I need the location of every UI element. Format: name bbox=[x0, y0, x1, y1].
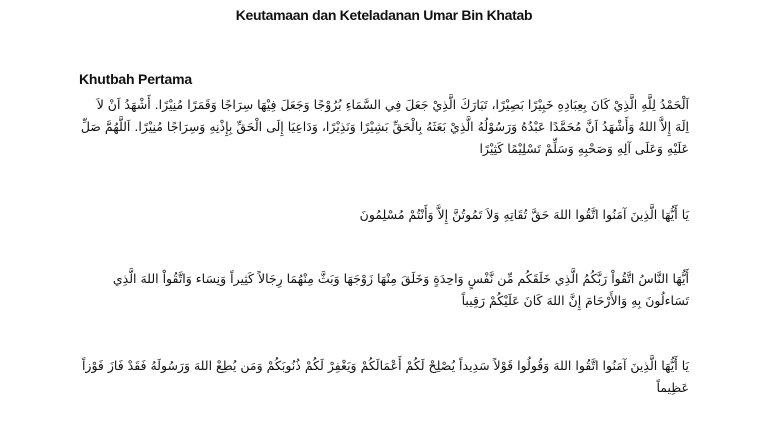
document-title: Keutamaan dan Keteladanan Umar Bin Khatab bbox=[235, 7, 533, 23]
arabic-paragraph-al-ahzab: يَا أَيُّهَا الَّذِينَ آمَنُوا اتَّقُوا اللهَ وَقُولُوا قَوْلاً سَدِيداً يُصْلِحْ لَكُمْ أَعْمَالَكُمْ وَيَغْفِرْ لَكُمْ ذُنُوبَكُمْ وَمَن يُطِعْ اللهَ وَرَسُولَهُ فَقَدْ فَازَ فَوْزاً عَظِيماً bbox=[81, 358, 689, 395]
section-heading: Khutbah Pertama bbox=[79, 71, 192, 87]
arabic-paragraph-opening: اَلْحَمْدُ لِلَّهِ الَّذِيْ كَانَ بِعِبَادِهِ خَبِيْرًا بَصِيْرًا، تَبَارَكَ الَّذِيْ جَعَلَ فِي السَّمَاءِ بُرُوْجًا وَجَعَلَ فِيْهَا سِرَاجًا وَقَمَرًا مُنِيْرًا. أَشْهَدُ اَنْ لاَ اِلَهَ إِلاَّ اللهُ وَأَشْهَدُ اَنَّ مُحَمَّدًا عَبْدُهُ وَرَسُوْلُهُ الَّذِيْ بَعَثَهُ بِالْحَقِّ بَشِيْرًا وَنَذِيْرًا، وَدَاعِيَا إِلَى الْحَقِّ بِإِذْنِهِ وَسِرَاجًا مُنِيْرًا. اَللَّهُمَّ صَلِّ عَلَيْهِ وَعَلَى آلِهِ وَصَحْبِهِ وَسَلِّمْ تَسْلِيْمًا كَثِيْرًا bbox=[80, 97, 689, 156]
arabic-paragraph-an-nisa: أَيُّهَا النَّاسُ اتَّقُواْ رَبَّكُمُ الَّذِي خَلَقَكُم مِّن نَّفْسٍ وَاحِدَةٍ وَخَلَقَ مِنْهَا زَوْجَهَا وَبَثَّ مِنْهُمَا رِجَالاً كَثِيراً وَنِسَاء وَاتَّقُواْ اللهَ الَّذِي تَسَاءلُونَ بِهِ وَالأَرْحَامَ إِنَّ اللهَ كَانَ عَلَيْكُمْ رَقِيباً bbox=[112, 271, 689, 308]
arabic-paragraph-ali-imran: يَا أَيُّهَا الَّذِينَ آمَنُوا اتَّقُوا اللهَ حَقَّ تُقَاتِهِ وَلاَ تَمُوتُنَّ إِلاَّ وَأَنْتُمْ مُسْلِمُونَ bbox=[359, 207, 689, 222]
